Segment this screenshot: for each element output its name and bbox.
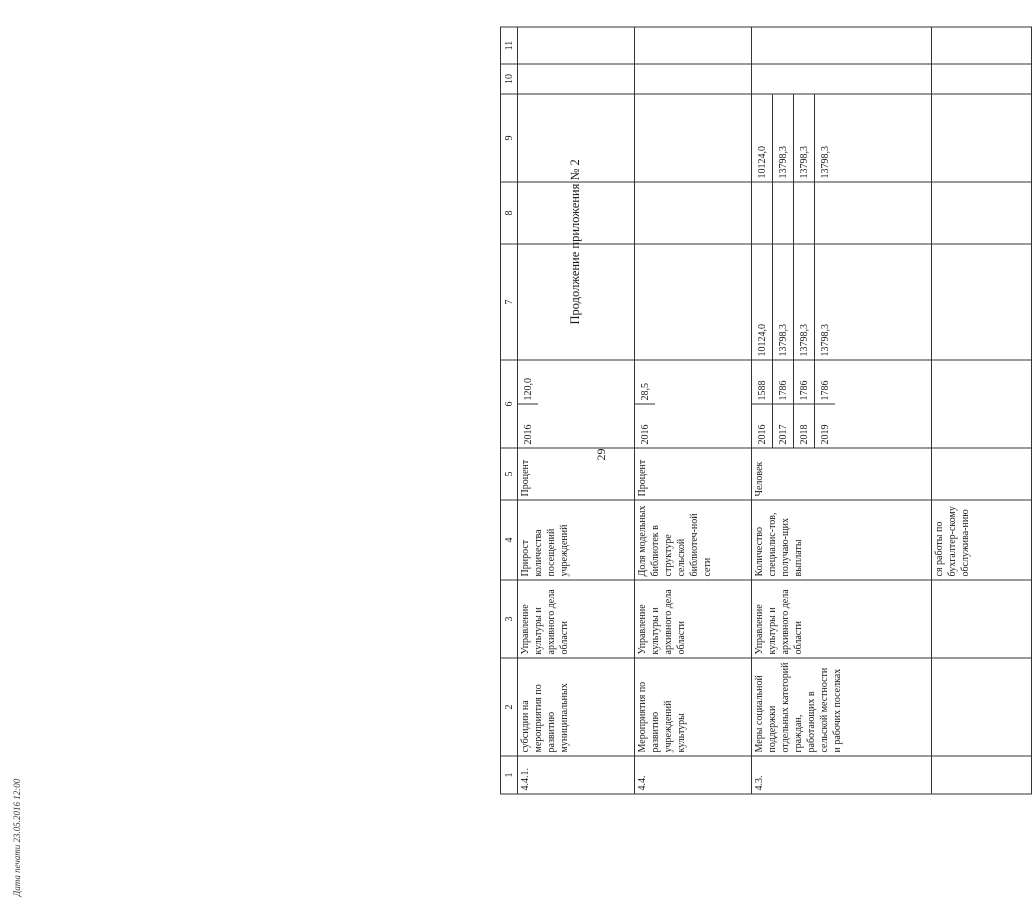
print-date: Дата печати 23.05.2016 12:00 bbox=[12, 778, 22, 897]
executor: Управление культуры и архивного дела области bbox=[518, 580, 635, 658]
measure-name bbox=[932, 658, 1032, 756]
executor: Управление культуры и архивного дела области bbox=[752, 580, 932, 658]
year: 2019 bbox=[815, 404, 836, 448]
year-value: 1786 bbox=[819, 380, 831, 401]
header-cell: 2 bbox=[501, 658, 518, 756]
indicator: ся работы по бухгалтер-скому обслужива-нию bbox=[932, 500, 1032, 580]
header-cell: 5 bbox=[501, 448, 518, 500]
page-title: Продолжение приложения № 2 bbox=[568, 159, 582, 325]
row-number: 4.3. bbox=[752, 756, 932, 794]
year: 2016 bbox=[752, 404, 773, 448]
header-cell: 10 bbox=[501, 64, 518, 94]
header-cell: 3 bbox=[501, 580, 518, 658]
funding-value: 13798,3 bbox=[794, 245, 815, 360]
funding-value: 10124,0 bbox=[752, 245, 773, 360]
budget-cell bbox=[752, 94, 932, 182]
table-row bbox=[518, 27, 635, 794]
year: 2018 bbox=[794, 404, 815, 448]
unit: Процент bbox=[635, 448, 752, 500]
header-cell: 7 bbox=[501, 244, 518, 360]
header-cell: 11 bbox=[501, 27, 518, 64]
row-number: 4.4. bbox=[635, 756, 752, 794]
unit: Процент bbox=[518, 448, 635, 500]
empty-cell bbox=[752, 182, 932, 244]
table-row bbox=[635, 27, 752, 794]
year: 2017 bbox=[773, 404, 794, 448]
indicator: Прирост количества посещений учреждений bbox=[518, 500, 635, 580]
year-value: 1588 bbox=[752, 361, 773, 405]
funding-cell bbox=[752, 244, 932, 360]
funding-value: 13798,3 bbox=[773, 245, 794, 360]
measure-name: субсидии на мероприятия по развитию муниципальных bbox=[518, 658, 635, 756]
header-row bbox=[501, 27, 518, 794]
executor: Управление культуры и архивного дела области bbox=[635, 580, 752, 658]
header-cell: 4 bbox=[501, 500, 518, 580]
unit bbox=[932, 448, 1032, 500]
indicator: Доля модельных библиотек в структуре сельской библиотеч-ной сети bbox=[635, 500, 752, 580]
years-cell bbox=[752, 360, 932, 448]
year-value: 1786 bbox=[794, 361, 815, 405]
measure-name: Мероприятия по развитию учреждений культуры bbox=[635, 658, 752, 756]
budget-value: 13798,3 bbox=[773, 95, 794, 182]
unit: Человек bbox=[752, 448, 932, 500]
measure-name: Меры социальной поддержки отдельных категорий граждан, работающих в сельской местности и рабочих поселках bbox=[752, 658, 932, 756]
table-row bbox=[752, 27, 932, 794]
row-number bbox=[932, 756, 1032, 794]
header-cell: 9 bbox=[501, 94, 518, 182]
funding-value: 13798,3 bbox=[819, 324, 831, 357]
indicator: Количество специалис-тов, получаю-щих выплаты bbox=[752, 500, 932, 580]
year: 2016 bbox=[635, 404, 655, 448]
budget-value: 13798,3 bbox=[794, 95, 815, 182]
program-table bbox=[500, 27, 1032, 795]
year-value: 1786 bbox=[773, 361, 794, 405]
header-cell: 8 bbox=[501, 182, 518, 244]
year-value: 28,5 bbox=[639, 383, 651, 401]
budget-value: 13798,3 bbox=[819, 146, 831, 179]
executor bbox=[932, 580, 1032, 658]
budget-value: 10124,0 bbox=[752, 95, 773, 182]
years-cell bbox=[635, 360, 752, 448]
page-number: 29 bbox=[594, 448, 608, 461]
years-cell bbox=[518, 360, 635, 448]
table-row bbox=[932, 27, 1032, 794]
header-cell: 1 bbox=[501, 756, 518, 794]
year: 2016 bbox=[518, 404, 538, 448]
row-number: 4.4.1. bbox=[518, 756, 635, 794]
header-cell: 6 bbox=[501, 360, 518, 448]
year-value: 120,0 bbox=[522, 378, 534, 401]
